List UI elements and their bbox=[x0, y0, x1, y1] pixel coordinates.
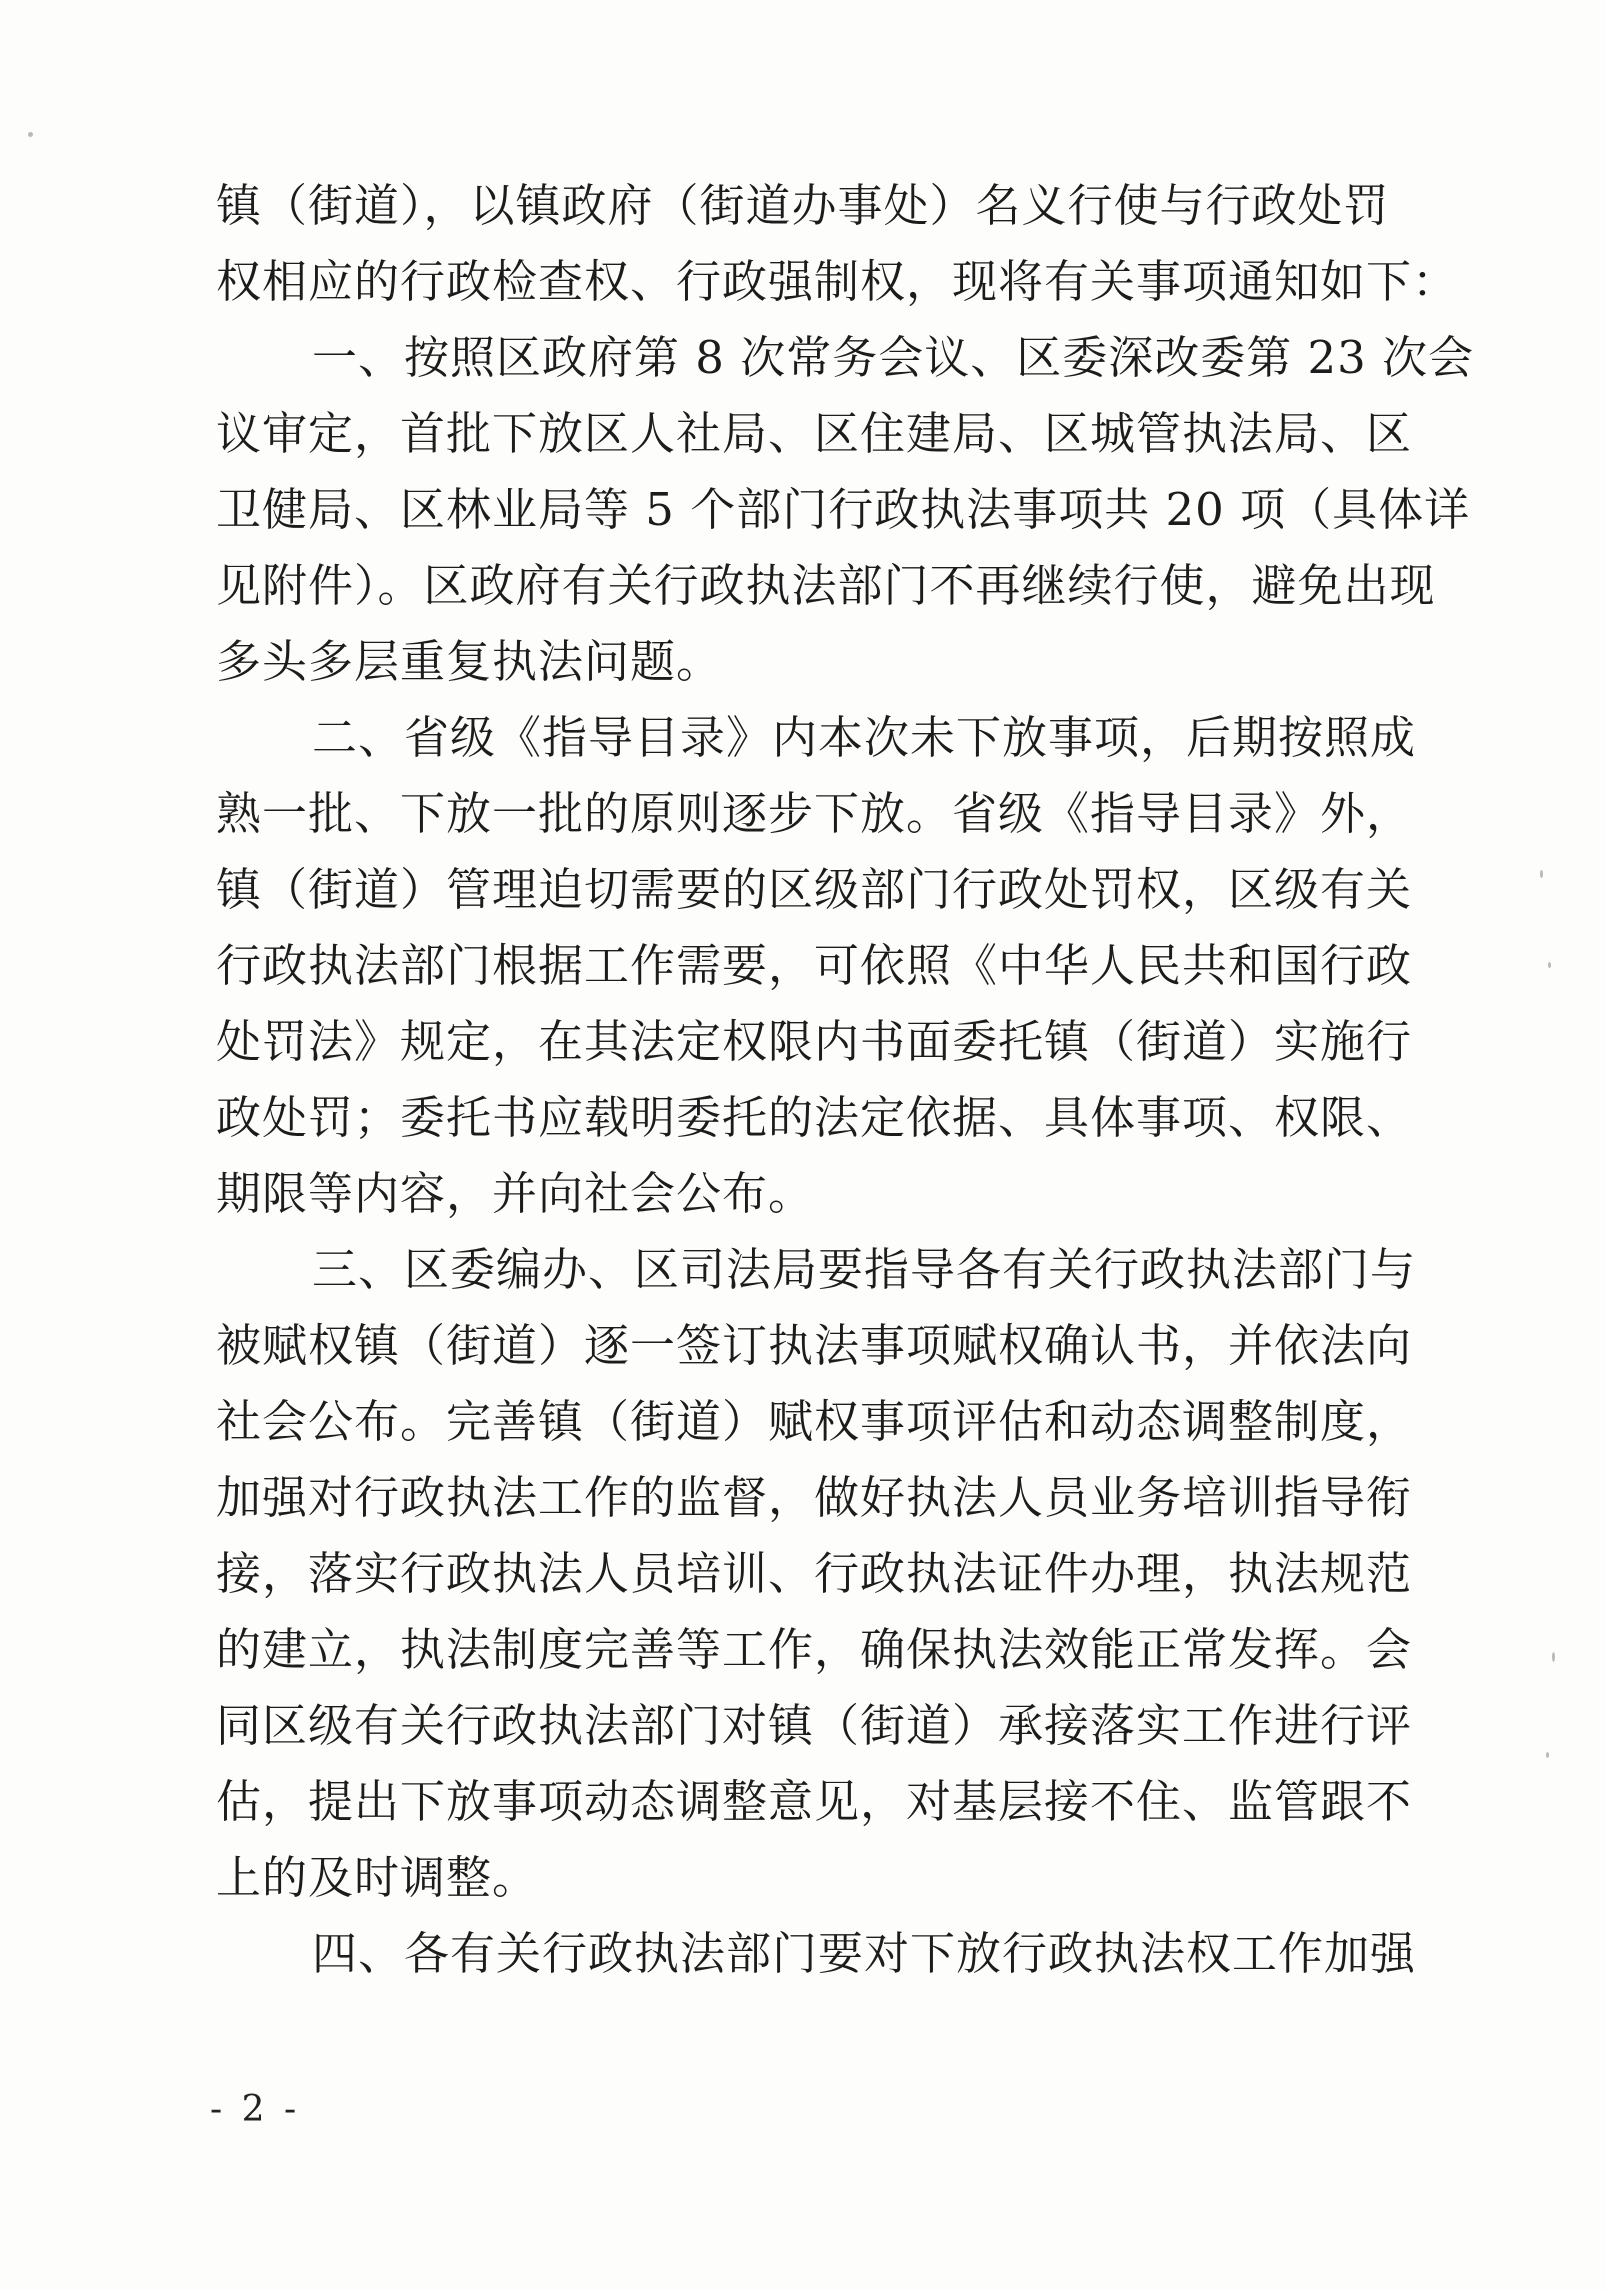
text-line: 被赋权镇（街道）逐一签订执法事项赋权确认书，并依法向 bbox=[216, 1319, 1413, 1372]
paragraph-4 bbox=[216, 1232, 1417, 1916]
text-line: 估，提出下放事项动态调整意见，对基层接不住、监管跟不 bbox=[216, 1775, 1413, 1828]
text-line: 权相应的行政检查权、行政强制权，现将有关事项通知如下： bbox=[216, 255, 1459, 308]
scan-speck bbox=[1546, 1752, 1549, 1758]
text-line: 接，落实行政执法人员培训、行政执法证件办理，执法规范 bbox=[216, 1547, 1413, 1600]
paragraph-1 bbox=[216, 168, 1459, 320]
text-line: 多头多层重复执法问题。 bbox=[216, 635, 723, 688]
text-line: 二、省级《指导目录》内本次未下放事项，后期按照成 bbox=[312, 711, 1417, 764]
text-line: 一、按照区政府第 8 次常务会议、区委深改委第 23 次会 bbox=[312, 331, 1475, 384]
scan-speck bbox=[1552, 1652, 1555, 1662]
text-line: 处罚法》规定，在其法定权限内书面委托镇（街道）实施行 bbox=[216, 1015, 1413, 1068]
text-line: 见附件）。区政府有关行政执法部门不再继续行使，避免出现 bbox=[216, 559, 1436, 612]
text-line: 行政执法部门根据工作需要，可依照《中华人民共和国行政 bbox=[216, 939, 1413, 992]
text-line: 上的及时调整。 bbox=[216, 1851, 539, 1904]
text-line: 期限等内容，并向社会公布。 bbox=[216, 1167, 815, 1220]
document-body bbox=[216, 168, 1475, 1992]
scan-speck bbox=[1540, 870, 1543, 878]
text-line: 加强对行政执法工作的监督，做好执法人员业务培训指导衔 bbox=[216, 1471, 1413, 1524]
text-line: 镇（街道）管理迫切需要的区级部门行政处罚权，区级有关 bbox=[216, 863, 1413, 916]
text-line: 议审定，首批下放区人社局、区住建局、区城管执法局、区 bbox=[216, 407, 1413, 460]
paragraph-3 bbox=[216, 700, 1417, 1232]
text-line: 政处罚；委托书应载明委托的法定依据、具体事项、权限、 bbox=[216, 1091, 1413, 1144]
text-line: 社会公布。完善镇（街道）赋权事项评估和动态调整制度， bbox=[216, 1395, 1413, 1448]
scan-speck bbox=[28, 132, 33, 137]
text-line: 的建立，执法制度完善等工作，确保执法效能正常发挥。会 bbox=[216, 1623, 1413, 1676]
text-line: 镇（街道），以镇政府（街道办事处）名义行使与行政处罚 bbox=[216, 179, 1390, 232]
scan-speck bbox=[1548, 962, 1551, 968]
text-line: 四、各有关行政执法部门要对下放行政执法权工作加强 bbox=[312, 1927, 1417, 1980]
text-line: 同区级有关行政执法部门对镇（街道）承接落实工作进行评 bbox=[216, 1699, 1413, 1752]
text-line: 卫健局、区林业局等 5 个部门行政执法事项共 20 项（具体详 bbox=[216, 483, 1471, 536]
paragraph-5 bbox=[216, 1916, 1417, 1992]
text-line: 熟一批、下放一批的原则逐步下放。省级《指导目录》外， bbox=[216, 787, 1413, 840]
text-line: 三、区委编办、区司法局要指导各有关行政执法部门与 bbox=[312, 1243, 1417, 1296]
paragraph-2 bbox=[216, 320, 1475, 700]
page-number: - 2 - bbox=[210, 2089, 301, 2130]
